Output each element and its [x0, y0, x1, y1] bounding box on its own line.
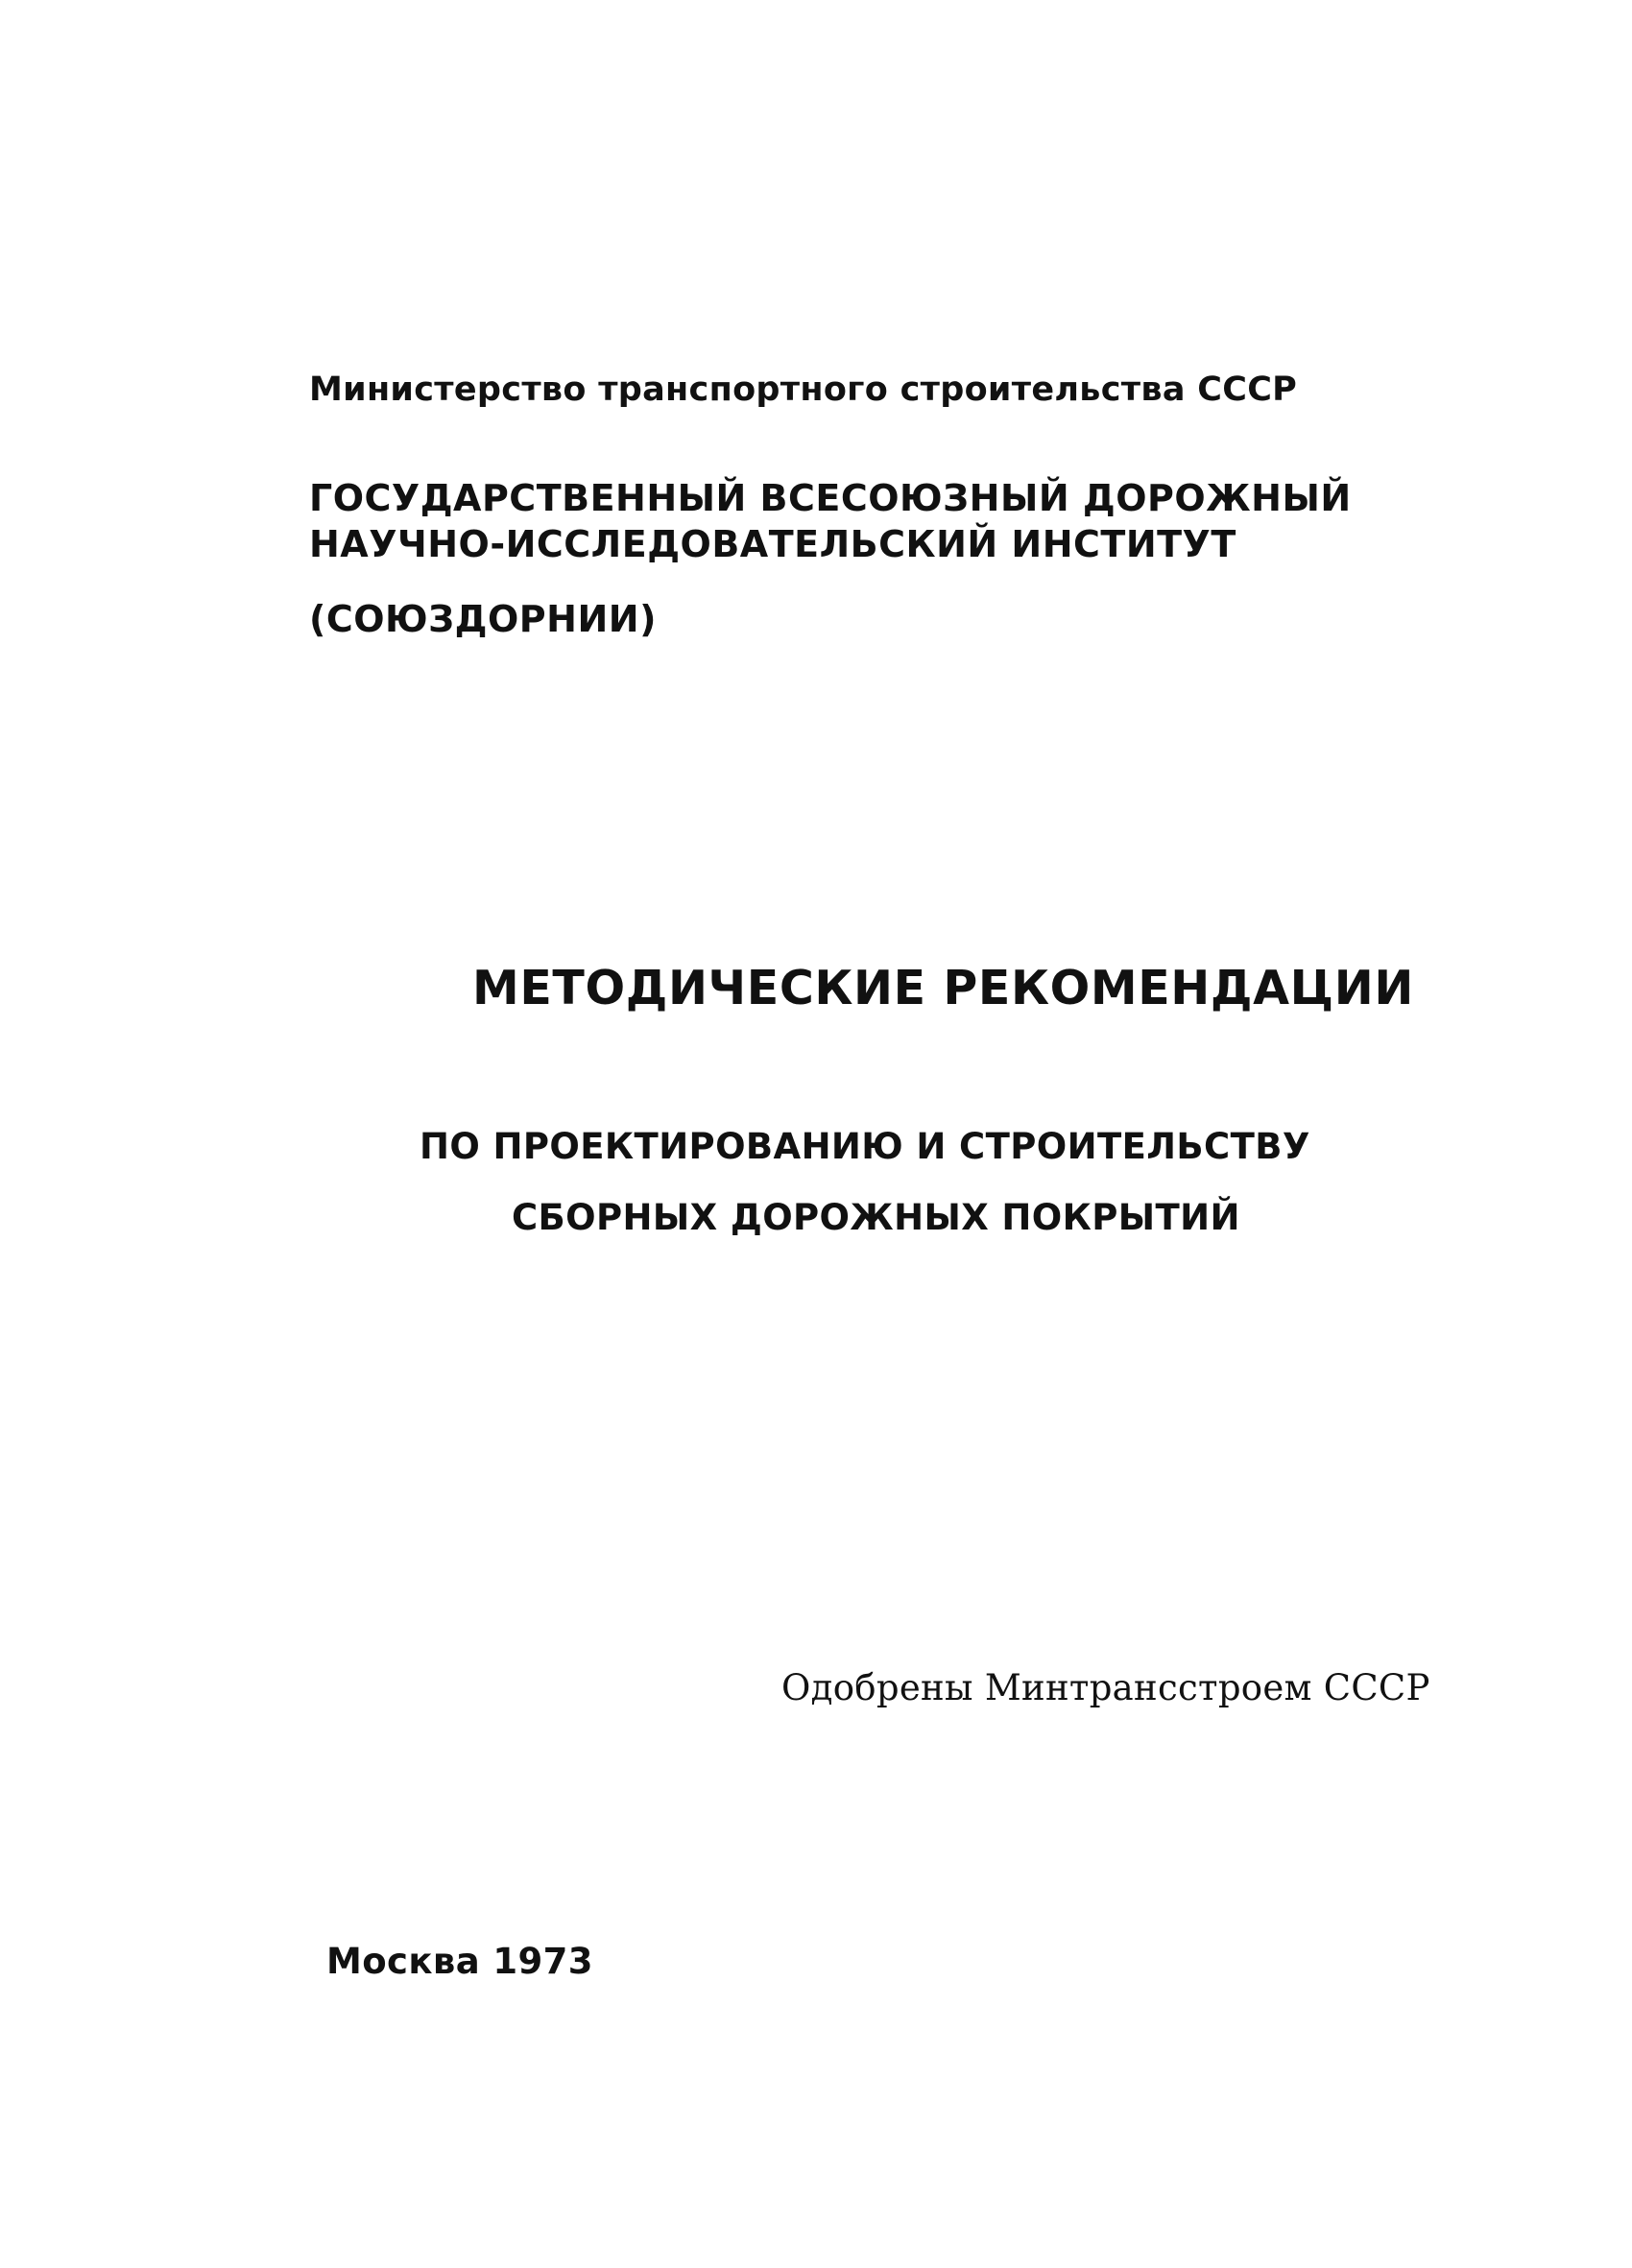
- document-subtitle-line-2: СБОРНЫХ ДОРОЖНЫХ ПОКРЫТИЙ: [512, 1197, 1240, 1238]
- document-title: МЕТОДИЧЕСКИЕ РЕКОМЕНДАЦИИ: [472, 961, 1414, 1015]
- institute-abbreviation: (СОЮЗДОРНИИ): [309, 598, 657, 640]
- institute-name-line-1: ГОСУДАРСТВЕННЫЙ ВСЕСОЮЗНЫЙ ДОРОЖНЫЙ: [309, 477, 1352, 519]
- place-and-year: Москва 1973: [326, 1941, 593, 1982]
- ministry-name: Министерство транспортного строительства СССР: [309, 370, 1298, 409]
- approval-note: Одобрены Минтрансстроем СССР: [781, 1667, 1430, 1708]
- institute-name-line-2: НАУЧНО-ИССЛЕДОВАТЕЛЬСКИЙ ИНСТИТУТ: [309, 523, 1236, 565]
- document-subtitle-line-1: ПО ПРОЕКТИРОВАНИЮ И СТРОИТЕЛЬСТВУ: [420, 1126, 1310, 1167]
